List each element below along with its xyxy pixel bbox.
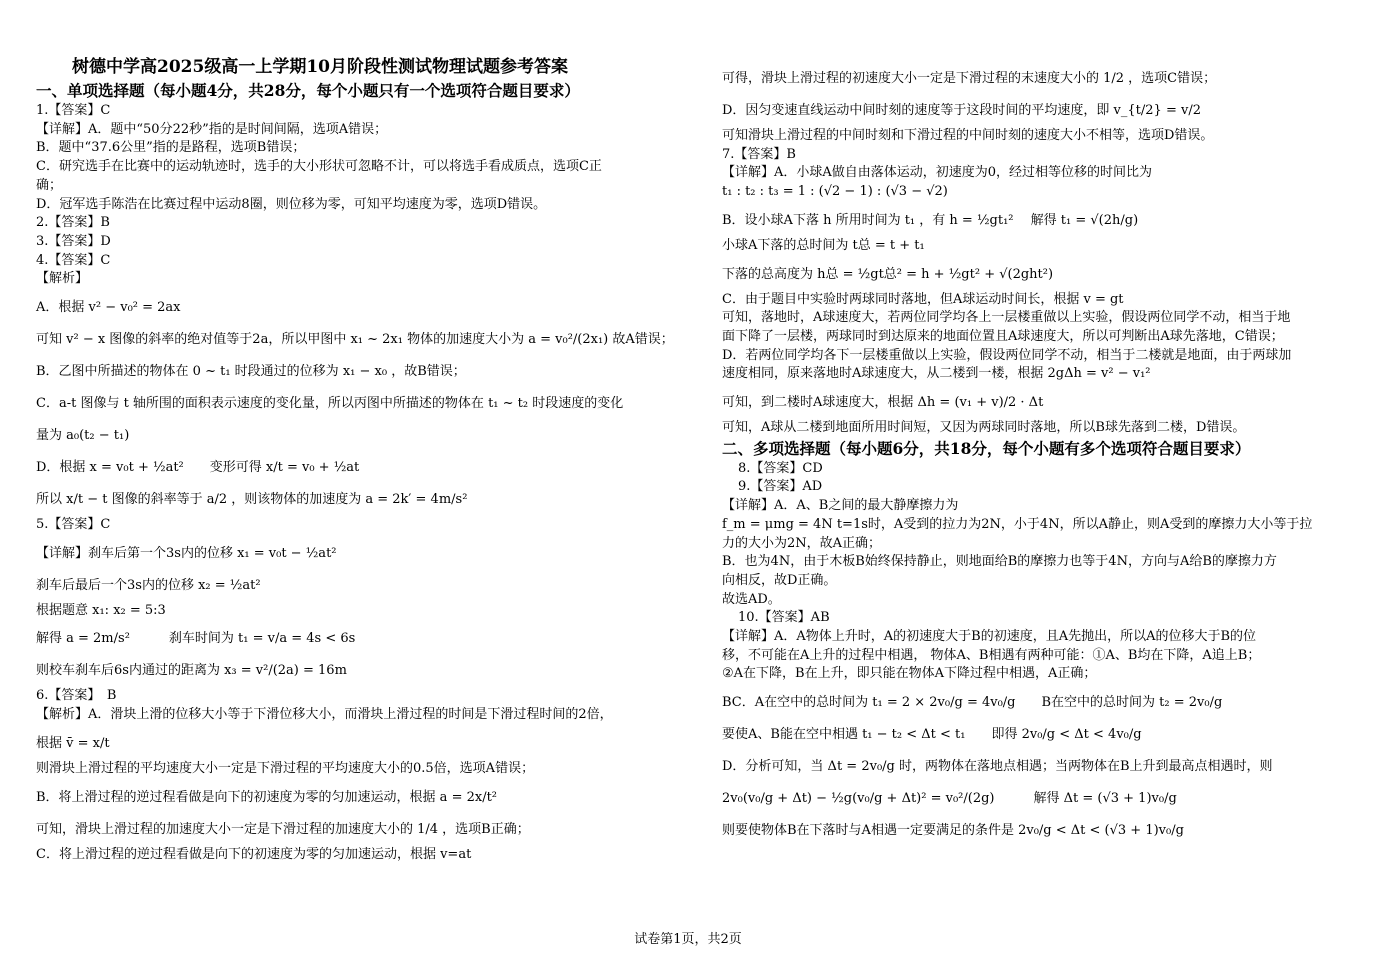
right-text-line: 9.【答案】AD <box>738 479 823 495</box>
right-text-line: 要使A、B能在空中相遇 t₁ − t₂ < Δt < t₁ 即得 2v₀/g < Δt < 4v₀/g <box>722 727 1142 743</box>
right-text-line: 10.【答案】AB <box>738 610 830 626</box>
left-column <box>36 56 674 864</box>
right-text-line: 面下降了一层楼，两球同时到达原来的地面位置且A球速度大，所以可判断出A球先落地，C错误； <box>722 328 1284 344</box>
left-section-heading: 一、单项选择题（每小题4分，共28分，每个小题只有一个选项符合题目要求） <box>36 81 580 100</box>
left-text-line: 【解析】 <box>36 271 89 287</box>
left-text-line: D．冠军选手陈浩在比赛过程中运动8圈，则位移为零，可知平均速度为零，选项D错误。 <box>36 196 547 212</box>
right-text-line: D．分析可知，当 Δt = 2v₀/g 时，两物体在落地点相遇；当两物体在B上升到最高点相遇时，则 <box>722 759 1273 775</box>
right-text-line: D．因匀变速直线运动中间时刻的速度等于这段时间的平均速度，即 v_{t/2} = v/2 <box>722 103 1201 118</box>
left-text-line: 【解析】A．滑块上滑的位移大小等于下滑位移大小，而滑块上滑过程的时间是下滑过程时间的2倍， <box>36 707 613 723</box>
left-text-line: B．题中“37.6公里”指的是路程，选项B错误； <box>36 140 306 156</box>
right-text-line: 下落的总高度为 h总 = ½gt总² = h + ½gt² + √(2ght²) <box>722 266 1054 282</box>
right-text-line: 【详解】A．A物体上升时，A的初速度大于B的初速度，且A先抛出，所以A的位移大于B的位 <box>722 629 1257 645</box>
left-text-line: 根据 v̄ = x/t <box>36 735 110 751</box>
right-text-line: 力的大小为2N，故A正确； <box>722 535 882 551</box>
right-text-line: t₁ : t₂ : t₃ = 1 : (√2 − 1) : (√3 − √2) <box>722 184 948 200</box>
right-text-line: 【详解】A．小球A做自由落体运动，初速度为0，经过相等位移的时间比为 <box>722 165 1153 181</box>
left-text-line: 6.【答案】 B <box>36 688 117 704</box>
right-text-line: 速度相同，原来落地时A球速度大，从二楼到一楼，根据 2gΔh = v² − v₁² <box>722 366 1151 382</box>
right-text-line: 【详解】A．A、B之间的最大静摩擦力为 <box>722 498 959 514</box>
left-text-line: 则校车刹车后6s内通过的距离为 x₃ = v²/(2a) = 16m <box>36 663 347 679</box>
left-text-line: 4.【答案】C <box>36 252 111 268</box>
left-text-line: B．乙图中所描述的物体在 0 ~ t₁ 时段通过的位移为 x₁ − x₀ ，故B错误； <box>36 364 466 380</box>
left-text-line: 5.【答案】C <box>36 517 111 533</box>
left-text-line: 3.【答案】D <box>36 233 111 249</box>
right-text-line: 7.【答案】B <box>722 146 796 162</box>
right-text-line: B．设小球A下落 h 所用时间为 t₁ ，有 h = ½gt₁² 解得 t₁ = √(2h/g) <box>722 212 1139 228</box>
right-text-line: 小球A下落的总时间为 t总 = t + t₁ <box>722 237 925 253</box>
page-title: 树德中学高2025级高一上学期10月阶段性测试物理试题参考答案 <box>72 57 568 77</box>
left-text-line: 【详解】刹车后第一个3s内的位移 x₁ = v₀t − ½at² <box>36 545 337 561</box>
right-text-line: ②A在下降，B在上升，即只能在物体A下降过程中相遇，A正确； <box>722 666 1097 682</box>
left-text-line: A．根据 v² − v₀² = 2ax <box>36 300 181 316</box>
left-text-line: 【详解】A．题中“50分22秒”指的是时间间隔，选项A错误； <box>36 121 388 137</box>
right-text-line: B．也为4N，由于木板B始终保持静止，则地面给B的摩擦力也等于4N，方向与A给B的摩擦力方 <box>722 554 1277 570</box>
right-text-line: 2v₀(v₀/g + Δt) − ½g(v₀/g + Δt)² = v₀²/(2g) 解得 Δt = (√3 + 1)v₀/g <box>722 791 1177 807</box>
left-text-line: C．a-t 图像与 t 轴所围的面积表示速度的变化量，所以丙图中所描述的物体在 t₁ ~ t₂ 时段速度的变化 <box>36 396 624 412</box>
right-text-line: 移，不可能在A上升的过程中相遇， 物体A、B相遇有两种可能：①A、B均在下降，A追上B； <box>722 647 1261 663</box>
right-text-line: D．若两位同学均各下一层楼重做以上实验，假设两位同学不动，相当于二楼就是地面，由于两球加 <box>722 347 1292 363</box>
page-footer: 试卷第1页，共2页 <box>634 932 742 947</box>
left-text-line: C．研究选手在比赛中的运动轨迹时，选手的大小形状可忽略不计，可以将选手看成质点，选项C正 <box>36 159 602 175</box>
left-text-line: 根据题意 x₁: x₂ = 5:3 <box>36 602 166 618</box>
left-text-line: 刹车后最后一个3s内的位移 x₂ = ½at² <box>36 577 261 593</box>
left-column-content <box>36 80 674 864</box>
right-text-line: f_m = μmg = 4N t=1s时，A受到的拉力为2N，小于4N，所以A静止，则A受到的摩擦力大小等于拉 <box>722 516 1313 532</box>
left-text-line: 2.【答案】B <box>36 215 110 231</box>
right-text-line: 可知，落地时，A球速度大，若两位同学均各上一层楼重做以上实验，假设两位同学不动，相当于地 <box>722 310 1291 326</box>
left-text-line: 可知 v² − x 图像的斜率的绝对值等于2a，所以甲图中 x₁ ~ 2x₁ 物体的加速度大小为 a = v₀²/(2x₁) 故A错误； <box>36 332 674 348</box>
right-text-line: 可得，滑块上滑过程的初速度大小一定是下滑过程的末速度大小的 1/2 ，选项C错误； <box>722 71 1217 86</box>
left-text-line: C．将上滑过程的逆过程看做是向下的初速度为零的匀加速运动，根据 v=at <box>36 846 472 862</box>
right-text-line: 向相反，故D正确。 <box>722 572 837 588</box>
right-text-line: 则要使物体B在下落时与A相遇一定要满足的条件是 2v₀/g < Δt < (√3 + 1)v₀/g <box>722 823 1184 839</box>
right-text-line: 可知滑块上滑过程的中间时刻和下滑过程的中间时刻的速度大小不相等，选项D错误。 <box>722 128 1214 143</box>
left-text-line: 则滑块上滑过程的平均速度大小一定是下滑过程的平均速度大小的0.5倍，选项A错误； <box>36 760 535 776</box>
right-text-line: 故选AD。 <box>722 591 781 607</box>
right-text-line: 可知，到二楼时A球速度大，根据 Δh = (v₁ + v)/2 · Δt <box>722 395 1044 411</box>
left-text-line: D．根据 x = v₀t + ½at² 变形可得 x/t = v₀ + ½at <box>36 460 360 476</box>
right-text-line: 8.【答案】CD <box>738 460 823 476</box>
left-text-line: 确； <box>36 177 63 193</box>
right-section-heading: 二、多项选择题（每小题6分，共18分，每个小题有多个选项符合题目要求） <box>722 438 1251 458</box>
left-text-line: B．将上滑过程的逆过程看做是向下的初速度为零的匀加速运动，根据 a = 2x/t² <box>36 789 498 805</box>
right-column <box>722 60 1352 847</box>
left-text-line: 解得 a = 2m/s² 刹车时间为 t₁ = v/a = 4s < 6s <box>36 631 356 647</box>
left-text-line: 所以 x/t − t 图像的斜率等于 a/2 ，则该物体的加速度为 a = 2k′ = 4m/s² <box>36 492 468 508</box>
right-text-line: BC．A在空中的总时间为 t₁ = 2 × 2v₀/g = 4v₀/g B在空中的总时间为 t₂ = 2v₀/g <box>722 695 1223 711</box>
right-text-line: 可知，A球从二楼到地面所用时间短，又因为两球同时落地，所以B球先落到二楼，D错误。 <box>722 420 1246 436</box>
left-text-line: 可知，滑块上滑过程的加速度大小一定是下滑过程的加速度大小的 1/4 ，选项B正确； <box>36 821 530 837</box>
left-text-line: 1.【答案】C <box>36 103 111 118</box>
left-text-line: 量为 a₀(t₂ − t₁) <box>36 428 130 444</box>
right-column-content <box>722 66 1352 844</box>
right-text-line: C．由于题目中实验时两球同时落地，但A球运动时间长，根据 v = gt <box>722 291 1124 307</box>
